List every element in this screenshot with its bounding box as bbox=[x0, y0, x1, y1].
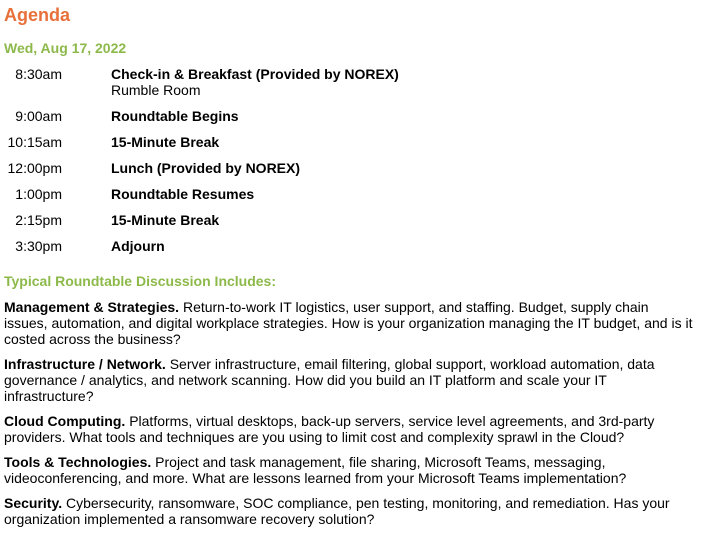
schedule-row bbox=[4, 160, 700, 176]
schedule-row bbox=[4, 66, 700, 98]
schedule-row bbox=[4, 186, 700, 202]
topic-text: Project and task management, file sharing, Microsoft Teams, messaging, videoconferencing, and more. What are lessons learned from your Microsoft Teams implementation? bbox=[4, 454, 627, 486]
schedule-event-title: Roundtable Resumes bbox=[111, 186, 255, 202]
event-date: Wed, Aug 17, 2022 bbox=[4, 40, 127, 56]
schedule-event bbox=[111, 160, 300, 176]
schedule-time: 10:15am bbox=[7, 134, 62, 150]
schedule-time: 9:00am bbox=[15, 108, 62, 124]
schedule-event-title: Roundtable Begins bbox=[111, 108, 239, 124]
topic-text: Platforms, virtual desktops, back-up servers, service level agreements, and 3rd-party providers. What tools and techniques are you using to limit cost and complexity sprawl in the Cloud? bbox=[4, 413, 655, 445]
discussion-topic bbox=[4, 299, 700, 347]
schedule-time: 3:30pm bbox=[15, 238, 62, 254]
schedule-time: 1:00pm bbox=[15, 186, 62, 202]
schedule-event-title: Lunch (Provided by NOREX) bbox=[111, 160, 301, 176]
agenda-page bbox=[4, 0, 700, 527]
discussion-topic bbox=[4, 495, 700, 527]
schedule-event-title: Check-in & Breakfast (Provided by NOREX) bbox=[111, 66, 399, 82]
topic-text: Server infrastructure, email filtering, global support, workload automation, data governance / analytics, and network scanning. How did you build an IT platform and scale your IT infrastructure? bbox=[4, 356, 655, 404]
discussion-heading: Typical Roundtable Discussion Includes: bbox=[4, 273, 277, 289]
schedule-row bbox=[4, 108, 700, 124]
topic-title: Management & Strategies. bbox=[4, 299, 180, 315]
schedule-row bbox=[4, 134, 700, 150]
schedule-event-title: Adjourn bbox=[111, 238, 165, 254]
discussion-topic bbox=[4, 356, 700, 404]
topic-title: Tools & Technologies. bbox=[4, 454, 152, 470]
topic-text: Return-to-work IT logistics, user support, and staffing. Budget, supply chain issues, automation, and digital workplace strategies. How is your organization managing the IT budget, and is it costed across the business? bbox=[4, 299, 693, 347]
topic-title: Cloud Computing. bbox=[4, 413, 126, 429]
discussion-topic bbox=[4, 454, 700, 486]
schedule-event bbox=[111, 186, 254, 202]
schedule-event bbox=[111, 212, 219, 228]
schedule-list bbox=[4, 66, 700, 254]
topic-title: Security. bbox=[4, 495, 63, 511]
schedule-event-title: 15-Minute Break bbox=[111, 212, 220, 228]
schedule-row bbox=[4, 238, 700, 254]
schedule-row bbox=[4, 212, 700, 228]
schedule-event-title: 15-Minute Break bbox=[111, 134, 220, 150]
schedule-event bbox=[111, 238, 165, 254]
schedule-event bbox=[111, 134, 219, 150]
discussion-topic bbox=[4, 413, 700, 445]
discussion-topics bbox=[4, 299, 700, 527]
schedule-time: 2:15pm bbox=[15, 212, 62, 228]
schedule-event bbox=[111, 108, 239, 124]
schedule-event-location: Rumble Room bbox=[111, 82, 201, 98]
topic-text: Cybersecurity, ransomware, SOC compliance, pen testing, monitoring, and remediation. Has your organization implemented a ransomware recovery solution? bbox=[4, 495, 670, 527]
schedule-event bbox=[111, 66, 399, 98]
topic-title: Infrastructure / Network. bbox=[4, 356, 166, 372]
schedule-time: 12:00pm bbox=[7, 160, 62, 176]
schedule-time: 8:30am bbox=[15, 66, 62, 82]
page-title: Agenda bbox=[4, 5, 71, 25]
